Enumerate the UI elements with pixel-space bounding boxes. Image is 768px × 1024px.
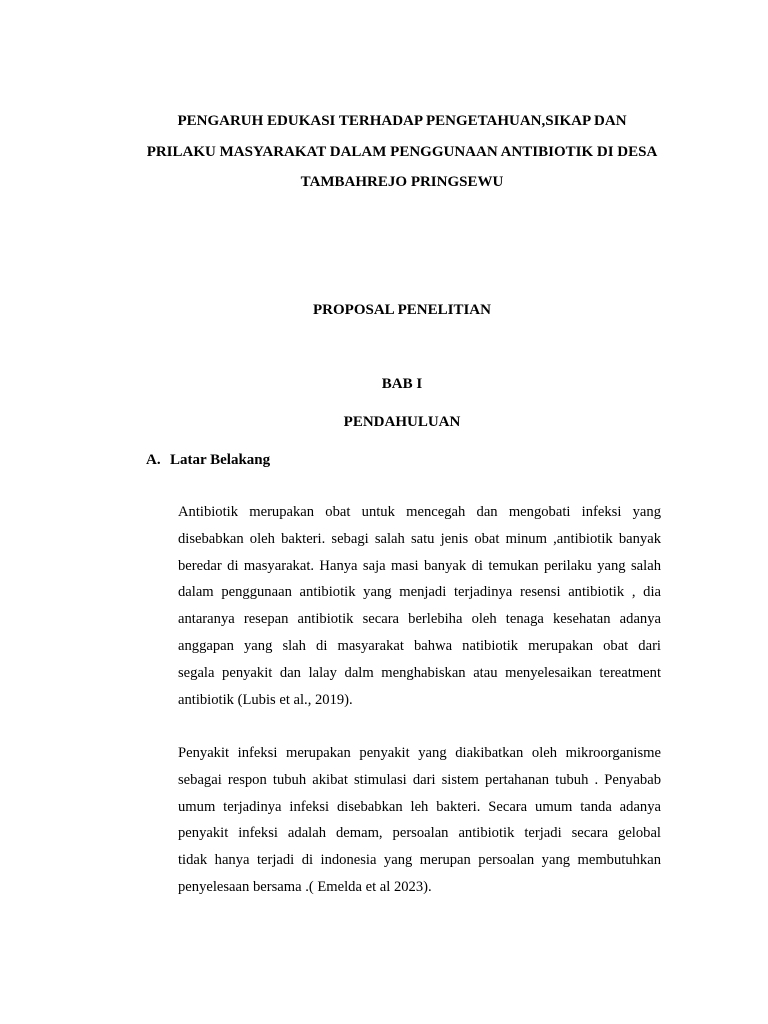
- chapter-title: PENDAHULUAN: [343, 414, 461, 430]
- paragraph-latar-belakang-2: [178, 740, 661, 901]
- title-line: PRILAKU MASYARAKAT DALAM PENGGUNAAN ANTIBIOTIK DI DESA: [146, 143, 658, 160]
- title-line: PENGARUH EDUKASI TERHADAP PENGETAHUAN,SIKAP DAN: [177, 113, 627, 129]
- proposal-subtitle: PROPOSAL PENELITIAN: [313, 302, 491, 318]
- section-marker: A.: [146, 452, 161, 468]
- section-heading: [146, 450, 270, 470]
- paragraph-line: Antibiotik merupakan obat untuk mencegah dan mengobati infeksi yang: [178, 504, 661, 520]
- title-line: TAMBAHREJO PRINGSEWU: [300, 174, 504, 190]
- paragraph-line: sebagai respon tubuh akibat stimulasi dari sistem pertahanan tubuh . Penyabab: [178, 771, 661, 788]
- paragraph-line: beredar di masyarakat. Hanya saja masi banyak di temukan perilaku yang salah: [178, 557, 661, 574]
- paragraph-line: penyelesaan bersama .( Emelda et al 2023).: [178, 878, 432, 895]
- paragraph-line: antibiotik (Lubis et al., 2019).: [178, 691, 353, 708]
- paragraph-line: dalam penggunaan antibiotik yang menjadi terjadinya resensi antibiotik , dia: [178, 584, 661, 601]
- paragraph-line: tidak hanya terjadi di indonesia yang merupan persoalan yang membutuhkan: [178, 852, 661, 869]
- paragraph-line: antaranya resepan antibiotik secara berlebiha oleh tenaga kesehatan adanya: [178, 611, 661, 628]
- section-heading-text: Latar Belakang: [170, 452, 271, 468]
- paragraph-line: segala penyakit dan lalay dalm menghabiskan atau menyelesaikan tereatment: [178, 664, 661, 681]
- paragraph-line: Penyakit infeksi merupakan penyakit yang diakibatkan oleh mikroorganisme: [178, 745, 661, 761]
- paragraph-line: penyakit infeksi adalah demam, persoalan antibiotik terjadi secara gelobal: [178, 825, 661, 842]
- paragraph-line: disebabkan oleh bakteri. sebagi salah satu jenis obat minum ,antibiotik banyak: [178, 530, 661, 547]
- chapter-number: BAB I: [381, 376, 423, 392]
- paragraph-line: umum terjadinya infeksi disebabkan leh bakteri. Secara umum tanda adanya: [178, 798, 661, 815]
- paragraph-latar-belakang-1: [178, 499, 661, 713]
- document-title: [120, 106, 684, 198]
- paragraph-line: anggapan yang slah di masyarakat bahwa natibiotik merupakan obat dari: [178, 637, 661, 654]
